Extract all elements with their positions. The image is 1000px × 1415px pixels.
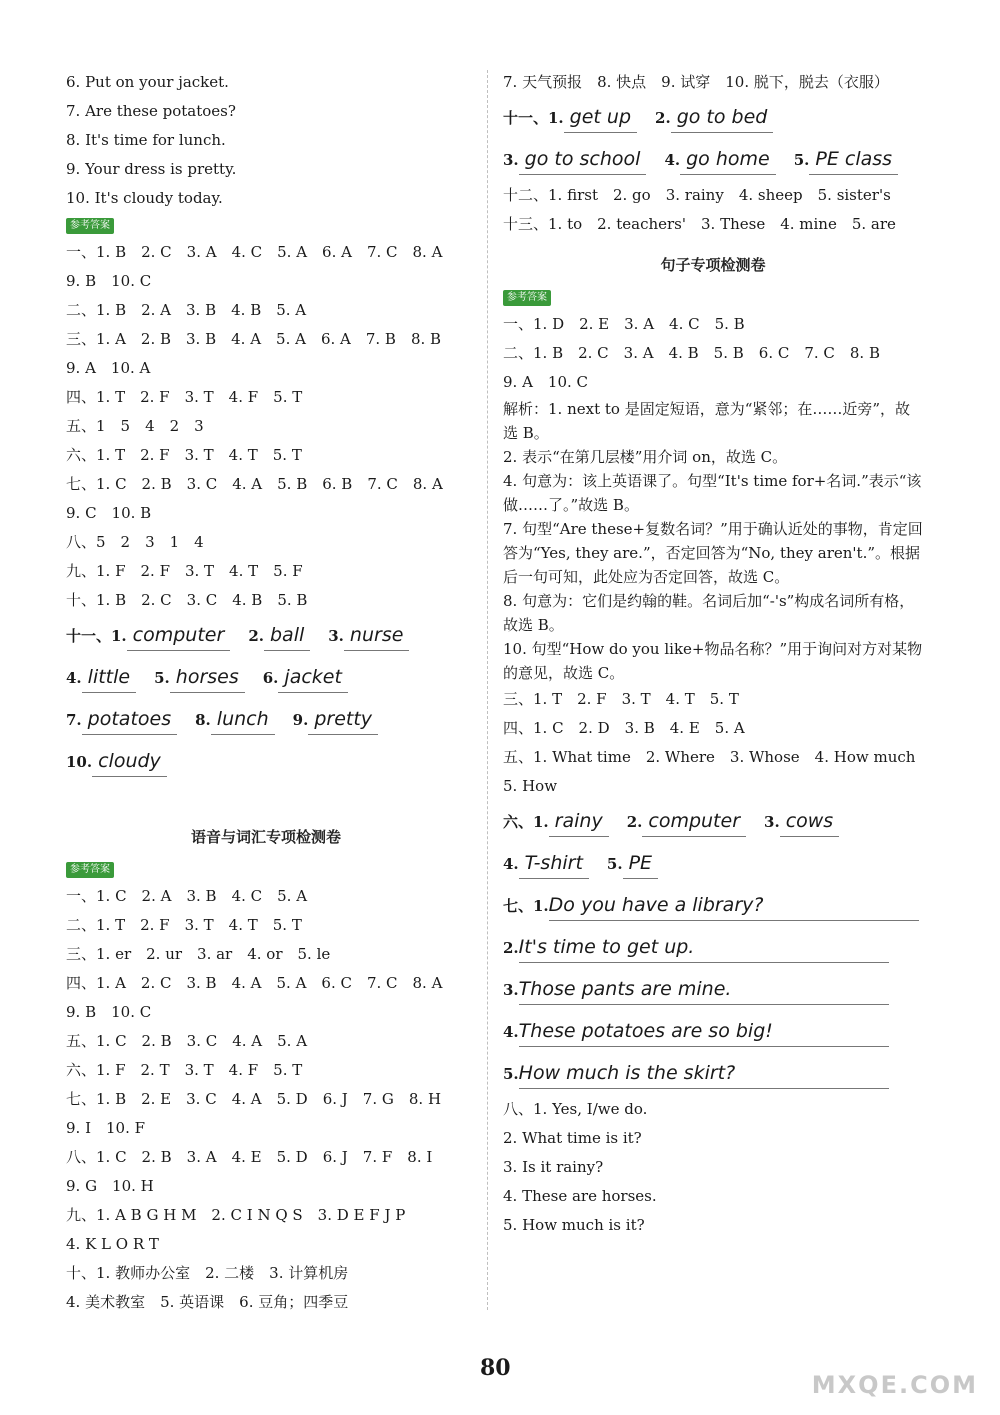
answer-line: 五、1. What time 2. Where 3. Whose 4. How much (503, 748, 916, 766)
answer-line: 四、1. T 2. F 3. T 4. F 5. T (66, 388, 303, 406)
handwritten-word: nurse (344, 620, 409, 651)
answer-line: 三、1. T 2. F 3. T 4. T 5. T (503, 690, 739, 708)
answer-line: 三、1. er 2. ur 3. ar 4. or 5. le (66, 945, 331, 963)
answer-list (66, 882, 466, 1317)
item-number: 8. (195, 711, 211, 729)
item-number: 2. (503, 939, 519, 957)
answer-line: 8. It's time for lunch. (66, 131, 226, 149)
handwritten-word: ball (264, 620, 310, 651)
answer-line: 4. 句意为：该上英语课了。句型“It's time for+名词.”表示“该做……了。”故选 B。 (503, 472, 922, 514)
watermark: MXQE.COM (811, 1371, 978, 1399)
answer-list (503, 1095, 923, 1240)
answer-line: 4. These are horses. (503, 1187, 657, 1205)
answer-line: 9. C 10. B (66, 504, 152, 522)
item-number: 3. (764, 813, 780, 831)
answer-line: 四、1. C 2. D 3. B 4. E 5. A (503, 719, 745, 737)
answer-line: 九、1. A B G H M 2. C I N Q S 3. D E F J P (66, 1206, 406, 1224)
page-number: 80 (480, 1355, 511, 1381)
item-number: 3. (503, 981, 519, 999)
answer-line: 一、1. C 2. A 3. B 4. C 5. A (66, 887, 308, 905)
answer-badge: 参考答案 (66, 218, 114, 234)
answer-line: 9. G 10. H (66, 1177, 154, 1195)
item-number: 5. (503, 1065, 519, 1083)
item-number: 4. (664, 151, 681, 169)
answer-line: 5. How (503, 777, 558, 795)
answer-line: 3. Is it rainy? (503, 1158, 604, 1176)
section-title-phonics: 语音与词汇专项检测卷 (190, 828, 341, 846)
answer-line: 八、5 2 3 1 4 (66, 533, 204, 551)
handwritten-row (503, 969, 923, 1011)
handwritten-word: get up (564, 102, 637, 133)
handwritten-row (66, 657, 466, 699)
item-number: 十一、1. (503, 109, 564, 127)
handwritten-word: jacket (278, 662, 348, 693)
answer-line: 七、1. C 2. B 3. C 4. A 5. B 6. B 7. C 8. A (66, 475, 443, 493)
handwritten-row (66, 699, 466, 741)
handwritten-answers (503, 97, 923, 181)
answer-line: 9. I 10. F (66, 1119, 146, 1137)
answer-line: 六、1. T 2. F 3. T 4. T 5. T (66, 446, 302, 464)
item-number: 5. (606, 855, 623, 873)
answer-line: 9. A 10. C (503, 373, 589, 391)
handwritten-word: PE class (809, 144, 898, 175)
handwritten-row (503, 843, 923, 885)
answer-line: 9. B 10. C (66, 1003, 152, 1021)
item-number: 3. (328, 627, 344, 645)
answer-list (503, 685, 923, 801)
item-number: 4. (503, 1023, 519, 1041)
answer-line: 七、1. B 2. E 3. C 4. A 5. D 6. J 7. G 8. H (66, 1090, 442, 1108)
handwritten-word: cows (780, 806, 840, 837)
answer-list (503, 310, 923, 397)
item-number: 七、1. (503, 897, 549, 915)
answer-line: 三、1. A 2. B 3. B 4. A 5. A 6. A 7. B 8. B (66, 330, 442, 348)
item-number: 2. (248, 627, 264, 645)
answer-line: 6. Put on your jacket. (66, 73, 229, 91)
handwritten-word: computer (642, 806, 746, 837)
item-number: 5. (793, 151, 810, 169)
answer-line: 9. Your dress is pretty. (66, 160, 237, 178)
handwritten-word: lunch (211, 704, 275, 735)
answer-line: 8. 句意为：它们是约翰的鞋。名词后加“-'s”构成名词所有格，故选 B。 (503, 592, 915, 634)
handwritten-word: computer (127, 620, 231, 651)
item-number: 6. (262, 669, 279, 687)
handwritten-row (503, 885, 923, 927)
answer-line: 二、1. B 2. A 3. B 4. B 5. A (66, 301, 307, 319)
handwritten-word: PE (623, 848, 658, 879)
handwritten-word: horses (170, 662, 245, 693)
handwritten-word: cloudy (92, 746, 167, 777)
handwritten-word: little (82, 662, 136, 693)
answer-line: 二、1. T 2. F 3. T 4. T 5. T (66, 916, 302, 934)
answer-line: 一、1. D 2. E 3. A 4. C 5. B (503, 315, 745, 333)
right-column (503, 68, 923, 1240)
answer-list (66, 238, 466, 615)
handwritten-word: go to school (519, 144, 647, 175)
answer-line: 4. 美术教室 5. 英语课 6. 豆角；四季豆 (66, 1293, 349, 1311)
answer-line: 五、1. C 2. B 3. C 4. A 5. A (66, 1032, 308, 1050)
answer-line: 解析：1. next to 是固定短语，意为“紧邻；在……近旁”，故选 B。 (503, 400, 911, 442)
item-number: 2. (655, 109, 671, 127)
handwritten-sentence: Those pants are mine. (519, 974, 889, 1005)
answer-line: 十二、1. first 2. go 3. rainy 4. sheep 5. sister's (503, 186, 891, 204)
answer-line: 7. Are these potatoes? (66, 102, 236, 120)
handwritten-word: pretty (308, 704, 378, 735)
sentence-list (66, 68, 466, 213)
handwritten-word: rainy (549, 806, 609, 837)
answer-line: 八、1. Yes, I/we do. (503, 1100, 648, 1118)
handwritten-sentence: These potatoes are so big! (519, 1016, 889, 1047)
answer-list (503, 181, 923, 239)
answer-line: 八、1. C 2. B 3. A 4. E 5. D 6. J 7. F 8. I (66, 1148, 433, 1166)
answer-line: 十三、1. to 2. teachers' 3. These 4. mine 5. are (503, 215, 896, 233)
answer-line: 9. B 10. C (66, 272, 152, 290)
answer-badge: 参考答案 (503, 290, 551, 306)
handwritten-row (503, 1011, 923, 1053)
answer-line: 四、1. A 2. C 3. B 4. A 5. A 6. C 7. C 8. A (66, 974, 443, 992)
handwritten-row (503, 927, 923, 969)
item-number: 2. (626, 813, 643, 831)
handwritten-word: potatoes (82, 704, 177, 735)
item-number: 4. (66, 669, 82, 687)
handwritten-word: T-shirt (519, 848, 589, 879)
answer-line: 7. 句型“Are these+复数名词？”用于确认近处的事物，肯定回答为“Yes, they are.”，否定回答为“No, they aren't.”。根据后一句可知，此处应为否定回答，故选 C。 (503, 520, 923, 586)
handwritten-word: go to bed (671, 102, 774, 133)
item-number: 4. (503, 855, 519, 873)
answer-line: 六、1. F 2. T 3. T 4. F 5. T (66, 1061, 303, 1079)
handwritten-row (66, 741, 466, 783)
answer-line: 2. What time is it? (503, 1129, 642, 1147)
answer-line: 一、1. B 2. C 3. A 4. C 5. A 6. A 7. C 8. A (66, 243, 443, 261)
handwritten-sentence: How much is the skirt? (519, 1058, 889, 1089)
column-divider (487, 70, 488, 1310)
handwritten-sentence: It's time to get up. (519, 932, 889, 963)
answer-badge: 参考答案 (66, 862, 114, 878)
handwritten-row (503, 97, 923, 139)
item-number: 7. (66, 711, 82, 729)
answer-line: 五、1 5 4 2 3 (66, 417, 204, 435)
section-title-sentences: 句子专项检测卷 (660, 256, 766, 274)
item-number: 10. (66, 753, 93, 771)
answer-line: 2. 表示“在第几层楼”用介词 on，故选 C。 (503, 448, 788, 466)
item-number: 3. (503, 151, 519, 169)
handwritten-row (503, 139, 923, 181)
answer-line: 十、1. 教师办公室 2. 二楼 3. 计算机房 (66, 1264, 349, 1282)
item-number: 十一、1. (66, 627, 127, 645)
item-number: 5. (154, 669, 170, 687)
handwritten-answers (503, 801, 923, 885)
handwritten-row (66, 615, 466, 657)
left-column (66, 68, 466, 1317)
handwritten-sentence: Do you have a library? (549, 890, 919, 921)
answer-line: 4. K L O R T (66, 1235, 159, 1253)
answer-line: 十、1. B 2. C 3. C 4. B 5. B (66, 591, 308, 609)
answer-line: 9. A 10. A (66, 359, 151, 377)
handwritten-answers (66, 615, 466, 783)
item-number: 六、1. (503, 813, 549, 831)
handwritten-row (503, 1053, 923, 1095)
answer-line: 10. It's cloudy today. (66, 189, 223, 207)
answer-line: 九、1. F 2. F 3. T 4. T 5. F (66, 562, 303, 580)
handwritten-sentences (503, 885, 923, 1095)
answer-line: 5. How much is it? (503, 1216, 645, 1234)
answer-line: 二、1. B 2. C 3. A 4. B 5. B 6. C 7. C 8. B (503, 344, 880, 362)
handwritten-word: go home (680, 144, 776, 175)
explanation-list (503, 397, 923, 685)
handwritten-row (503, 801, 923, 843)
answer-line: 10. 句型“How do you like+物品名称？”用于询问对方对某物的意见，故选 C。 (503, 640, 923, 682)
item-number: 9. (292, 711, 309, 729)
answer-line: 7. 天气预报 8. 快点 9. 试穿 10. 脱下，脱去（衣服） (503, 73, 889, 91)
